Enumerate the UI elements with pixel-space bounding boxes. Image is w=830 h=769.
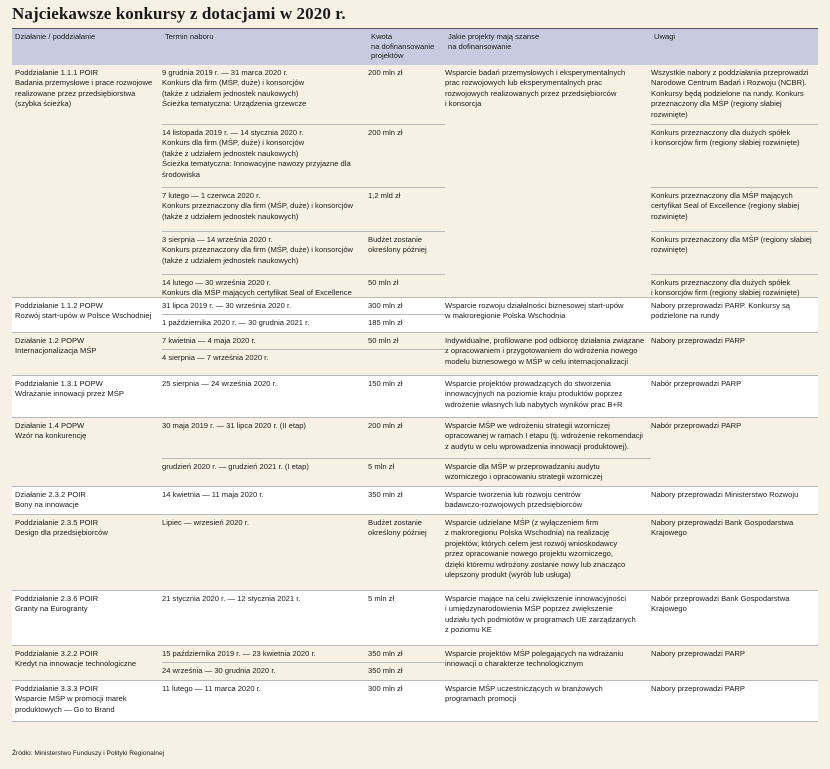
projects-cell: Wsparcie rozwoju działalności biznesowej start-upów w makroregionie Polska Wschodnia	[445, 301, 624, 321]
notes-cell: Konkurs przeznaczony dla MŚP mających certyfikat Seal of Excellence (regiony słabiej rozwinięte)	[651, 188, 818, 232]
term-cell: Lipiec — wrzesień 2020 r.	[162, 518, 249, 527]
table-group	[12, 646, 818, 681]
projects-cell	[445, 125, 651, 188]
amount-cell	[368, 350, 445, 375]
table-row	[162, 487, 818, 514]
action-name: Poddziałanie 2.3.6 POIR Granty na Eurogranty	[15, 594, 99, 614]
projects-cell	[445, 663, 651, 680]
action-name: Działanie 2.3.2 POIR Bony na innowacje	[15, 490, 86, 510]
table-group	[12, 65, 818, 298]
term-cell: 14 kwietnia — 11 maja 2020 r.	[162, 490, 264, 499]
term-cell: 24 września — 30 grudnia 2020 r.	[162, 666, 276, 675]
projects-cell: Indywidualne, profilowane pod odbiorcę działania związane z opracowaniem i przygotowaniem do wdrożenia nowego modelu biznesowego w MŚP w celu internacjonalizacji	[445, 336, 645, 366]
table-group	[12, 487, 818, 515]
term-cell: 31 lipca 2019 r. — 30 września 2020 r.	[162, 298, 368, 315]
projects-cell: Wsparcie dla MŚP w przeprowadzaniu audytu wzorniczego i opracowaniu strategii wzorniczej	[445, 462, 603, 482]
projects-cell	[445, 350, 651, 375]
grants-table	[12, 28, 818, 722]
term-cell: 21 stycznia 2020 r. — 12 stycznia 2021 r.	[162, 594, 301, 603]
term-cell: 7 kwietnia — 4 maja 2020 r.	[162, 333, 368, 350]
projects-cell: Wsparcie mające na celu zwiększenie innowacyjności i umiędzynarodowienia MŚP poprzez zwiększenie udziału tych podmiotów w programach UE zarządzanych z poziomu KE	[445, 594, 636, 635]
table-row	[162, 646, 818, 669]
amount-cell: 350 mln zł	[368, 666, 403, 675]
notes-cell: Nabory przeprowadzi Ministerstwo Rozwoju	[651, 490, 799, 499]
projects-cell: Wsparcie projektów MŚP polegających na wdrażaniu innowacji o charakterze technologicznym	[445, 649, 624, 669]
term-cell: 9 grudnia 2019 r. — 31 marca 2020 r. Konkurs dla firm (MŚP, duże) i konsorcjów (także z udziałem jednostek naukowych) Ścieżka tematyczna: Urządzenia grzewcze	[162, 65, 368, 125]
table-group	[12, 333, 818, 376]
action-name: Poddziałanie 2.3.5 POIR Design dla przedsiębiorców	[15, 518, 108, 538]
action-name: Poddziałanie 1.1.1 POIR Badania przemysłowe i prace rozwojowe realizowane przez przedsiębiorstwa (szybka ścieżka)	[15, 68, 153, 109]
source-note: Źródło: Ministerstwo Funduszy i Polityki Regionalnej	[12, 750, 165, 757]
action-name: Działanie 1.4 POPW Wzór na konkurencję	[15, 421, 87, 441]
notes-cell: Nabory przeprowadzi Bank Gospodarstwa Krajowego	[651, 518, 794, 538]
header-action: Działanie / poddziałanie	[15, 32, 96, 41]
amount-cell: 1,2 mld zł	[368, 188, 445, 232]
notes-cell	[651, 663, 818, 680]
notes-cell: Konkurs przeznaczony dla dużych spółek i konsorcjów firm (regiony słabiej rozwinięte)	[651, 125, 818, 188]
action-name: Działanie 1.2 POPW Internacjonalizacja MŚP	[15, 336, 97, 356]
term-cell: 1 października 2020 r. — 30 grudnia 2021 r.	[162, 318, 310, 327]
notes-cell: Nabory przeprowadzi PARP. Konkursy są podzielone na rundy	[651, 301, 790, 321]
action-name: Poddziałanie 3.2.2 POIR Kredyt na innowacje technologiczne	[15, 649, 137, 669]
notes-cell: Konkurs przeznaczony dla dużych spółek i konsorcjów firm (regiony słabiej rozwinięte)	[651, 278, 800, 298]
projects-cell: Wsparcie projektów prowadzących do stworzenia innowacyjnych na poziomie kraju produktów poprzez wdrożenie własnych lub nabytych wyników prac B+R	[445, 379, 623, 409]
action-name: Poddziałanie 1.1.2 POPW Rozwój start-upów w Polsce Wschodniej	[15, 301, 152, 321]
term-cell: 15 października 2019 r. — 23 kwietnia 2020 r.	[162, 646, 368, 663]
table-row	[162, 188, 818, 232]
term-cell: 7 lutego — 1 czerwca 2020 r. Konkurs przeznaczony dla firm (MŚP, duże) i konsorcjów (także z udziałem jednostek naukowych)	[162, 188, 368, 232]
table-row	[162, 376, 818, 417]
amount-cell: 5 mln zł	[368, 462, 395, 471]
header-term: Termin naboru	[165, 32, 214, 41]
notes-cell: Nabór przeprowadzi Bank Gospodarstwa Krajowego	[651, 594, 790, 614]
table-row	[162, 459, 818, 486]
amount-cell: Budżet zostanie określony później	[368, 518, 427, 538]
projects-cell	[445, 315, 651, 332]
table-row	[162, 232, 818, 275]
table-title: Najciekawsze konkursy z dotacjami w 2020 r.	[12, 4, 346, 23]
amount-cell: 50 mln zł	[368, 333, 445, 350]
amount-cell: Budżet zostanie określony później	[368, 232, 445, 275]
notes-cell	[651, 350, 818, 375]
table-row	[162, 298, 818, 321]
term-cell: 25 sierpnia — 24 września 2020 r.	[162, 379, 277, 388]
amount-cell: 350 mln zł	[368, 490, 403, 499]
term-cell: 11 lutego — 11 marca 2020 r.	[162, 684, 261, 693]
notes-cell	[651, 459, 818, 486]
table-row	[162, 275, 818, 297]
projects-cell: Wsparcie udzielane MŚP (z wyłączeniem firm z makroregionu Polska Wschodnia) na realizację projektów, których celem jest rozwój wnioskodawcy przez opracowanie nowego projektu wzorniczego, dzięki któremu wdrożony zostanie nowy lub znacząco ulepszony produkt (wyrób lub usługa)	[445, 518, 626, 580]
amount-cell: 150 mln zł	[368, 379, 403, 388]
notes-cell: Nabory przeprowadzi PARP	[651, 336, 745, 345]
table-row	[162, 681, 818, 721]
table-group	[12, 515, 818, 591]
projects-cell: Wsparcie MŚP uczestniczących w branżowych programach promocji	[445, 684, 603, 704]
projects-cell: Wsparcie MŚP we wdrożeniu strategii wzorniczej opracowanej w ramach I etapu (tj. wdrożenie rekomendacji z audytu w celu wprowadzenia innowacji produktowej).	[445, 418, 651, 459]
notes-cell: Nabór przeprowadzi PARP	[651, 379, 742, 388]
table-row	[162, 515, 818, 590]
header-amount: Kwota na dofinansowanie projektów	[371, 32, 435, 60]
amount-cell: 185 mln zł	[368, 318, 403, 327]
projects-cell: Wsparcie badań przemysłowych i eksperymentalnych prac rozwojowych lub eksperymentalnych prac rozwojowych realizowanych przez przedsiębiorców i konsorcja	[445, 68, 626, 109]
table-header	[12, 29, 818, 65]
amount-cell: 200 mln zł	[368, 65, 445, 125]
table-body	[12, 65, 818, 722]
table-row	[162, 350, 818, 375]
table-group	[12, 298, 818, 333]
amount-cell: 50 mln zł	[368, 278, 399, 287]
projects-cell	[445, 188, 651, 232]
action-name: Poddziałanie 3.3.3 POIR Wsparcie MŚP w promocji marek produktowych — Go to Brand	[15, 684, 127, 714]
notes-cell: Wszystkie nabory z poddziałania przeprowadzi Narodowe Centrum Badań i Rozwoju (NCBR). Konkursy będą podzielone na rundy. Konkurs przeznaczony dla MŚP (regiony słabiej rozwinięte)	[651, 65, 818, 125]
term-cell: 4 sierpnia — 7 września 2020 r.	[162, 353, 269, 362]
table-row	[162, 663, 818, 680]
projects-cell	[445, 275, 651, 297]
action-name: Poddziałanie 1.3.1 POPW Wdrażanie innowacji przez MŚP	[15, 379, 124, 399]
amount-cell: 200 mln zł	[368, 418, 445, 459]
term-cell: 14 lutego — 30 września 2020 r. Konkurs dla MŚP mających certyfikat Seal of Excellence	[162, 278, 352, 298]
header-projects: Jakie projekty mają szanse na dofinansowanie	[448, 32, 540, 51]
amount-cell: 300 mln zł	[368, 298, 445, 315]
table-group	[12, 418, 818, 487]
term-cell: 30 maja 2019 r. — 31 lipca 2020 r. (II etap)	[162, 418, 368, 459]
amount-cell: 5 mln zł	[368, 594, 395, 603]
table-group	[12, 591, 818, 646]
notes-cell: Konkurs przeznaczony dla MŚP (regiony słabiej rozwinięte)	[651, 232, 818, 275]
table-row	[162, 125, 818, 188]
term-cell: 14 listopada 2019 r. — 14 stycznia 2020 r. Konkurs dla firm (MŚP, duże) i konsorcjów (także z udziałem jednostek naukowych) Ścieżka tematyczna: Innowacyjne nawozy przyjazne dla środowiska	[162, 125, 368, 188]
amount-cell: 300 mln zł	[368, 684, 403, 693]
projects-cell: Wsparcie tworzenia lub rozwoju centrów badawczo-rozwojowych przedsiębiorców	[445, 490, 583, 510]
term-cell: 3 sierpnia — 14 września 2020 r. Konkurs przeznaczony dla firm (MŚP, duże) i konsorcjów (także z udziałem jednostek naukowych)	[162, 232, 368, 275]
amount-cell: 350 mln zł	[368, 646, 445, 663]
table-row	[162, 418, 818, 459]
table-row	[162, 591, 818, 645]
notes-cell	[651, 315, 818, 332]
table-row	[162, 315, 818, 332]
table-group	[12, 681, 818, 722]
projects-cell	[445, 232, 651, 275]
table-row	[162, 65, 818, 125]
notes-cell: Nabór przeprowadzi PARP	[651, 421, 742, 430]
notes-cell: Nabory przeprowadzi PARP	[651, 649, 745, 658]
header-notes: Uwagi	[654, 32, 676, 41]
table-group	[12, 376, 818, 418]
notes-cell: Nabory przeprowadzi PARP	[651, 684, 745, 693]
amount-cell: 200 mln zł	[368, 125, 445, 188]
term-cell: grudzień 2020 r. — grudzień 2021 r. (I etap)	[162, 462, 309, 471]
